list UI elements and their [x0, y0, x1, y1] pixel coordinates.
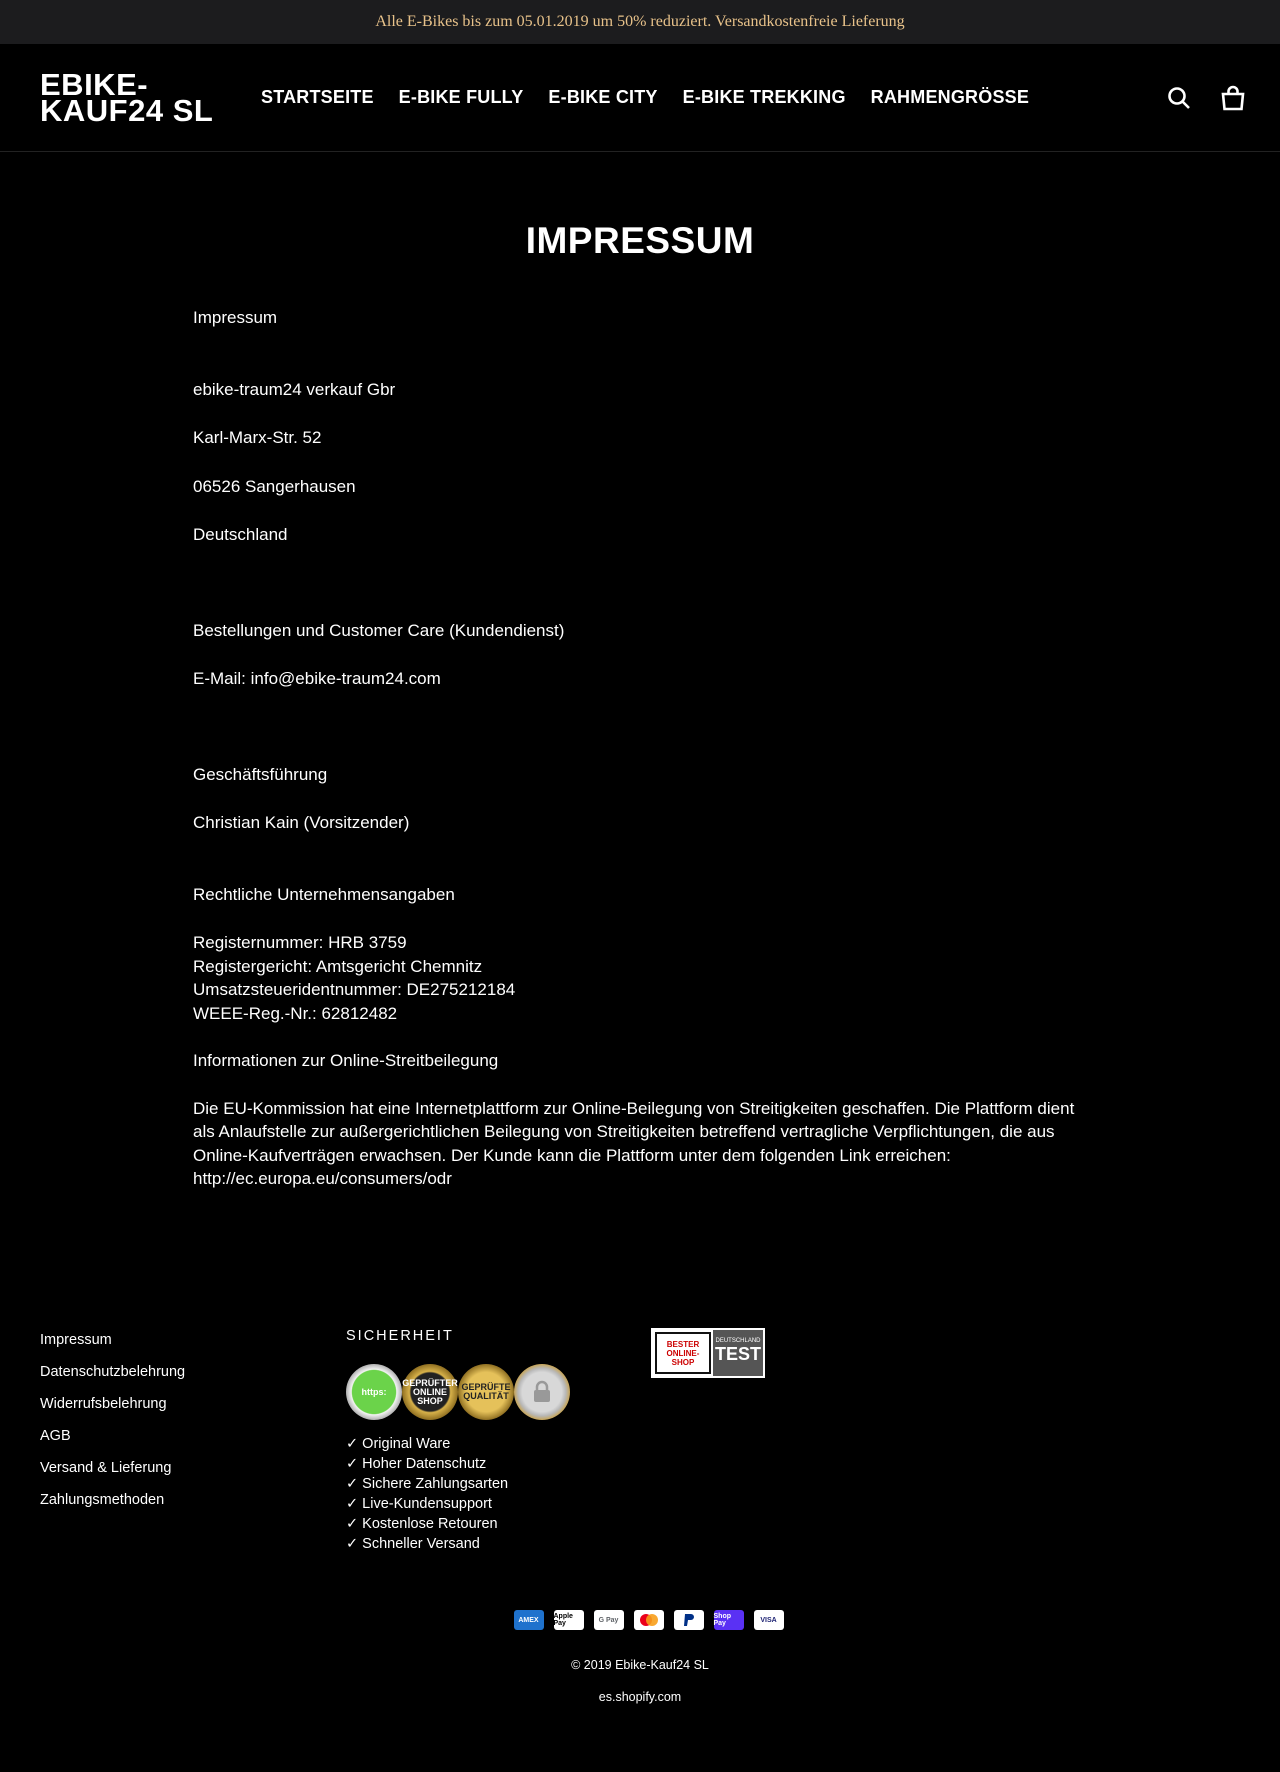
- nav-ebike-city[interactable]: E-BIKE CITY: [548, 87, 658, 107]
- nav-startseite[interactable]: STARTSEITE: [261, 87, 374, 107]
- text-impressum: Impressum: [193, 308, 278, 327]
- paypal-icon: [674, 1610, 704, 1630]
- text-company: ebike-traum24 verkauf Gbr: [193, 379, 396, 399]
- text-email: E-Mail: info@ebike-traum24.com: [193, 669, 441, 688]
- security-section: [346, 1328, 570, 1556]
- test-badge-left: BESTER ONLINE-SHOP: [655, 1332, 711, 1374]
- quality-badge-text: GEPRÜFTE QUALITÄT: [461, 1382, 511, 1401]
- nav-ebike-trekking[interactable]: E-BIKE TREKKING: [682, 87, 846, 107]
- amex-icon: AMEX: [514, 1610, 544, 1630]
- footer-link-zahlung[interactable]: Zahlungsmethoden: [40, 1492, 165, 1508]
- logo-line-2: KAUF24 SL: [40, 92, 214, 128]
- powered-by-link[interactable]: es.shopify.com: [598, 1690, 682, 1704]
- footer-link-impressum[interactable]: Impressum: [40, 1332, 112, 1348]
- text-vat-id: Umsatzsteueridentnummer: DE275212184: [193, 980, 516, 999]
- powered-by: [0, 1690, 1280, 1704]
- check-item: ✓ Sichere Zahlungsarten: [346, 1476, 509, 1492]
- text-odr-heading: Informationen zur Online-Streitbeilegung: [193, 1051, 499, 1070]
- lock-icon: [531, 1380, 553, 1404]
- text-weee: WEEE-Reg.-Nr.: 62812482: [193, 1003, 398, 1023]
- check-item: ✓ Schneller Versand: [346, 1536, 480, 1552]
- check-item: ✓ Live-Kundensupport: [346, 1496, 492, 1512]
- check-item: ✓ Original Ware: [346, 1436, 451, 1452]
- google-pay-icon: G Pay: [594, 1610, 624, 1630]
- check-item: ✓ Kostenlose Retouren: [346, 1516, 498, 1532]
- feature-checklist: [346, 1436, 570, 1556]
- announcement-bar: [0, 0, 1280, 44]
- text-odr-paragraph: Die EU-Kommission hat eine Internetplattform zur Online-Beilegung von Streitigkeiten geschaffen. Die Plattform dient als Anlaufstelle zur außergerichtlichen Beilegung von Streitigkeiten betreffend vertragliche Verpflichtungen, die aus Online-Kaufverträgen erwachsen. Der Kunde kann die Plattform unter dem folgenden Link erreichen: http://ec.europa.eu/consumers/odr: [193, 1098, 1075, 1188]
- main-nav: [261, 87, 1054, 108]
- quality-badge: [458, 1364, 514, 1420]
- footer-link-datenschutz[interactable]: Datenschutzbelehrung: [40, 1364, 186, 1380]
- security-title: SICHERHEIT: [346, 1328, 454, 1344]
- deutschland-test-badge[interactable]: [651, 1328, 765, 1378]
- check-item: ✓ Hoher Datenschutz: [346, 1456, 487, 1472]
- footer-link-agb[interactable]: AGB: [40, 1428, 71, 1444]
- logo-line-1: EBIKE-: [40, 66, 149, 102]
- test-badge-test: TEST: [714, 1344, 761, 1364]
- https-badge: [346, 1364, 402, 1420]
- text-legal-heading: Rechtliche Unternehmensangaben: [193, 884, 455, 904]
- page-title: IMPRESSUM: [525, 220, 755, 261]
- cart-icon[interactable]: [1216, 81, 1250, 115]
- online-shop-badge-text: GEPRÜFTER ONLINE SHOP: [402, 1377, 458, 1406]
- text-register-court: Registergericht: Amtsgericht Chemnitz: [193, 956, 483, 976]
- copyright: [0, 1658, 1280, 1672]
- lock-badge: [514, 1364, 570, 1420]
- search-icon[interactable]: [1162, 81, 1196, 115]
- text-country: Deutschland: [193, 525, 288, 544]
- text-street: Karl-Marx-Str. 52: [193, 428, 322, 447]
- shop-pay-icon: Shop Pay: [714, 1610, 744, 1630]
- footer-link-versand[interactable]: Versand & Lieferung: [40, 1460, 172, 1476]
- site-logo[interactable]: [40, 66, 225, 128]
- text-management-heading: Geschäftsführung: [193, 764, 328, 784]
- security-badges: [346, 1364, 570, 1420]
- online-shop-badge: [402, 1364, 458, 1420]
- impressum-content: [193, 306, 1093, 1191]
- footer-links: [40, 1332, 185, 1524]
- nav-rahmengroesse[interactable]: RAHMENGRÖSSE: [870, 87, 1030, 107]
- apple-pay-icon: Apple Pay: [554, 1610, 584, 1630]
- mastercard-icon: [634, 1610, 664, 1630]
- header-icons: [1142, 44, 1250, 152]
- copyright-text[interactable]: © 2019 Ebike-Kauf24 SL: [571, 1658, 709, 1672]
- site-header: [0, 44, 1280, 152]
- test-badge-country: DEUTSCHLAND: [715, 1338, 761, 1344]
- payment-icons: [0, 1610, 1280, 1630]
- visa-icon: VISA: [754, 1610, 784, 1630]
- test-badge-right: [713, 1330, 763, 1376]
- nav-ebike-fully[interactable]: E-BIKE FULLY: [398, 87, 524, 107]
- announcement-text: Alle E-Bikes bis zum 05.01.2019 um 50% reduziert. Versandkostenfreie Lieferung: [375, 13, 905, 30]
- text-customer-care: Bestellungen und Customer Care (Kundendienst): [193, 620, 565, 640]
- footer-link-widerruf[interactable]: Widerrufsbelehrung: [40, 1396, 167, 1412]
- text-city: 06526 Sangerhausen: [193, 476, 356, 496]
- text-managing-director: Christian Kain (Vorsitzender): [193, 813, 410, 832]
- https-badge-text: https:: [361, 1386, 387, 1397]
- text-register-number: Registernummer: HRB 3759: [193, 933, 407, 952]
